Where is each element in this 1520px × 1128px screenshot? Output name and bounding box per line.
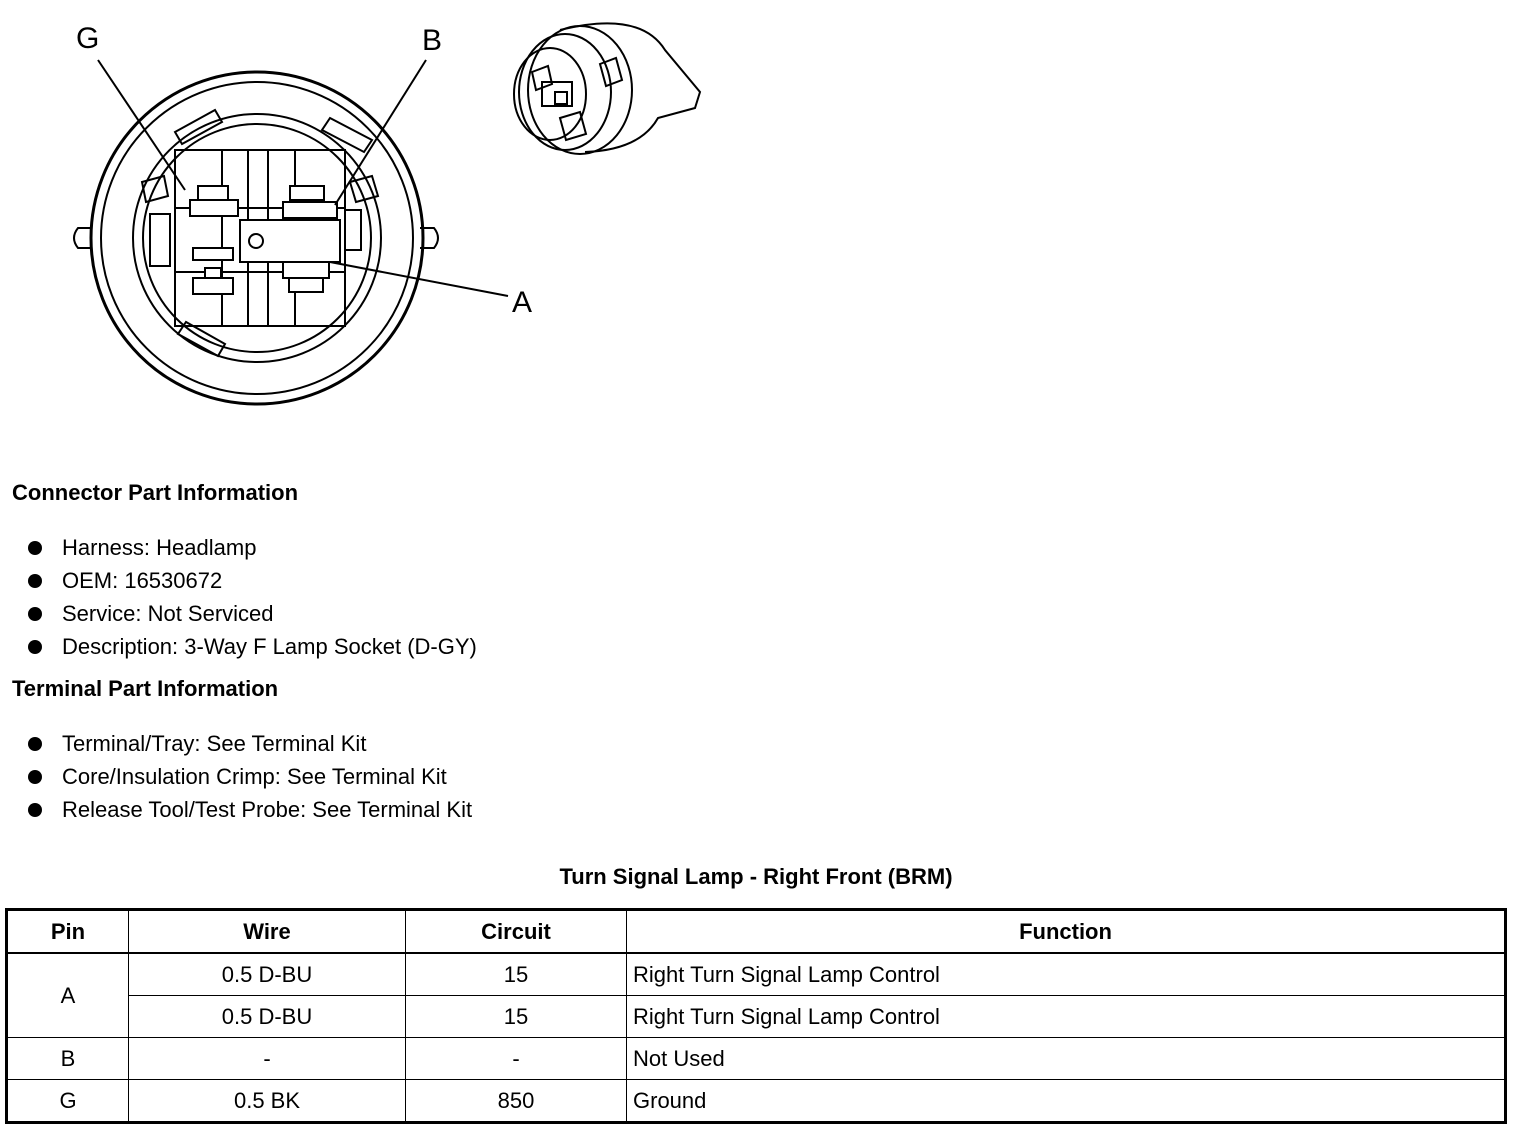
list-item [28,760,472,793]
table-row [7,1038,1506,1080]
bullet-icon [28,770,42,784]
cell-pin: B [7,1038,129,1080]
cell-function: Ground [627,1080,1506,1123]
cell-function: Not Used [627,1038,1506,1080]
list-item [28,793,472,826]
cell-wire: 0.5 D-BU [129,996,406,1038]
bullet-icon [28,574,42,588]
terminal-info-list [28,727,472,826]
pin-label-g: G [76,22,100,55]
cell-circuit: 850 [406,1080,627,1123]
table-row [7,1080,1506,1123]
list-item [28,597,477,630]
cell-wire: 0.5 BK [129,1080,406,1123]
header-wire: Wire [129,910,406,954]
table-row [7,996,1506,1038]
bullet-icon [28,607,42,621]
table-title: Turn Signal Lamp - Right Front (BRM) [559,864,953,889]
terminal-info-title: Terminal Part Information [12,676,279,701]
cell-wire: - [129,1038,406,1080]
list-item-text: Terminal/Tray: See Terminal Kit [62,731,367,756]
cell-pin: A [7,953,129,1038]
bullet-icon [28,640,42,654]
cell-function: Right Turn Signal Lamp Control [627,996,1506,1038]
list-item [28,727,472,760]
pinout-table [5,908,1507,1124]
socket-perspective-drawing [514,23,700,154]
cell-circuit: 15 [406,953,627,996]
list-item-text: Service: Not Serviced [62,601,274,626]
cell-circuit: - [406,1038,627,1080]
bullet-icon [28,803,42,817]
header-circuit: Circuit [406,910,627,954]
pin-label-b: B [422,24,443,57]
list-item [28,630,477,663]
cell-circuit: 15 [406,996,627,1038]
connector-info-title: Connector Part Information [12,480,299,505]
pin-label-a: A [512,286,533,319]
cell-pin: G [7,1080,129,1123]
header-pin: Pin [7,910,129,954]
bullet-icon [28,737,42,751]
list-item-text: Description: 3-Way F Lamp Socket (D-GY) [62,634,477,659]
connector-face-drawing [0,0,720,420]
list-item-text: Release Tool/Test Probe: See Terminal Kit [62,797,473,822]
list-item-text: Harness: Headlamp [62,535,257,560]
list-item [28,564,477,597]
connector-diagram [0,0,720,420]
table-header-row [7,910,1506,954]
table-row [7,953,1506,996]
list-item-text: Core/Insulation Crimp: See Terminal Kit [62,764,447,789]
list-item-text: OEM: 16530672 [62,568,223,593]
bullet-icon [28,541,42,555]
connector-info-list [28,531,477,663]
list-item [28,531,477,564]
header-function: Function [627,910,1506,954]
cell-function: Right Turn Signal Lamp Control [627,953,1506,996]
cell-wire: 0.5 D-BU [129,953,406,996]
